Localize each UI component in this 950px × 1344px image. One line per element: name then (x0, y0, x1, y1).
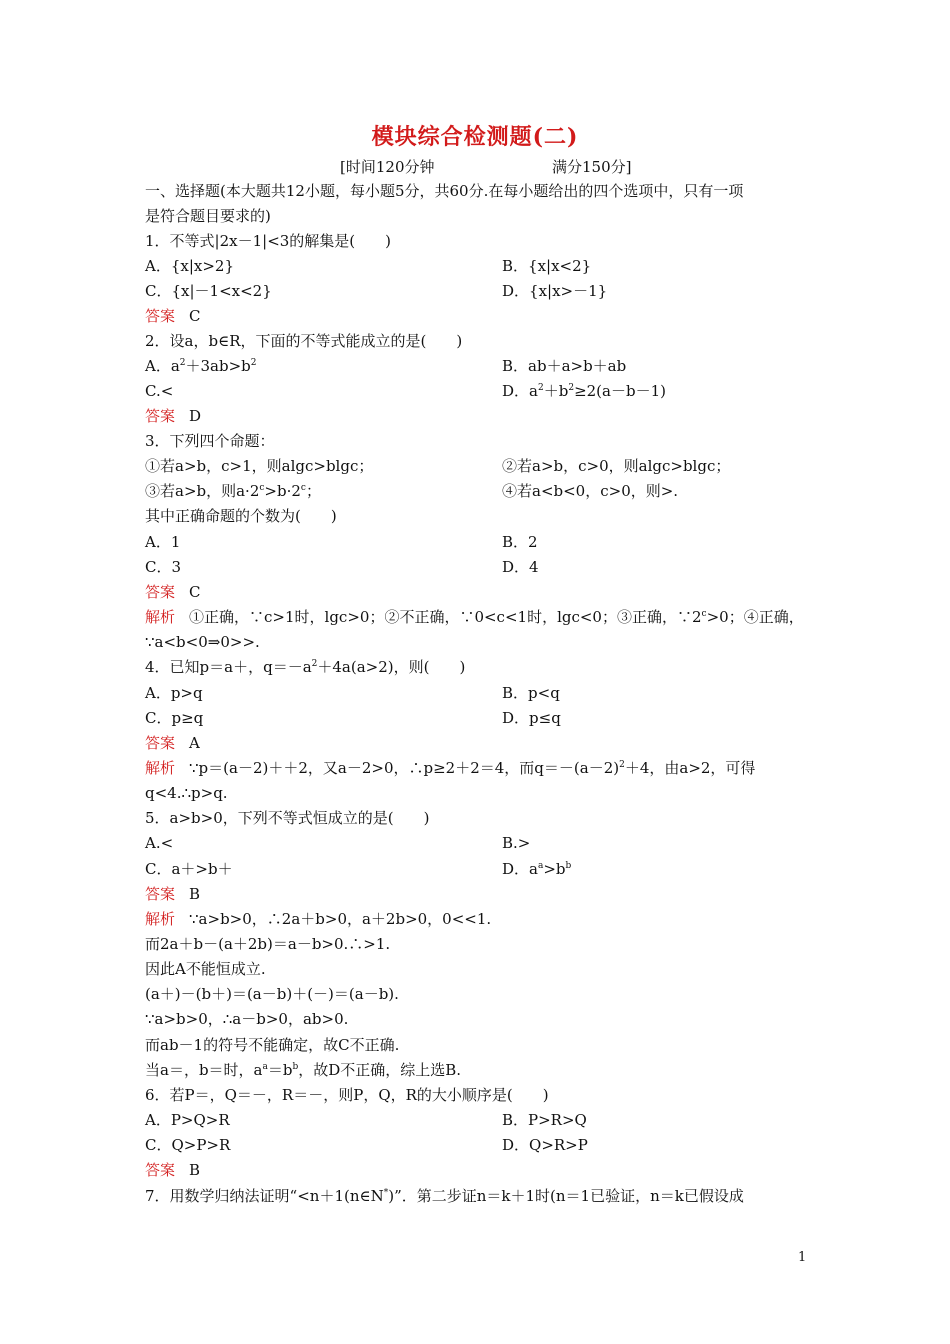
q3-option-b: B．2 (502, 533, 538, 551)
q5-answer (145, 884, 200, 904)
q3-option-a: A．1 (145, 533, 181, 551)
q3-analysis-cont: ∵a<b<0⇒0>>. (145, 633, 260, 651)
text: ＋3ab>b (185, 357, 251, 375)
text: ＋4，由a>2，可得 (624, 759, 756, 777)
q2-option-b: B．ab＋a>b＋ab (502, 357, 627, 375)
text: >b (543, 860, 566, 878)
q3-question: 其中正确命题的个数为( ) (145, 507, 337, 525)
text: ； (305, 482, 321, 500)
text: ≥2(a－b－1) (574, 382, 666, 400)
q3-analysis (145, 607, 804, 627)
q3-answer (145, 582, 201, 602)
q6-option-b: B．P>R>Q (502, 1111, 587, 1129)
q4-answer (145, 733, 200, 753)
time-limit: [时间120分钟 (340, 158, 435, 176)
q5-option-b: B.> (502, 834, 531, 852)
q6-answer (145, 1160, 200, 1180)
q2-option-c: C.< (145, 382, 174, 400)
answer-label: 答案 (145, 885, 176, 903)
answer-value: D (189, 407, 202, 425)
q5-option-d (502, 859, 571, 879)
text: ∵p＝(a－2)＋＋2，又a－2>0，∴p≥2＋2＝4，而q＝－(a－2) (189, 759, 620, 777)
q1-answer (145, 306, 201, 326)
answer-label: 答案 (145, 307, 176, 325)
full-score: 满分150分] (552, 158, 632, 176)
q5-analysis-line: 而ab－1的符号不能确定，故C不正确. (145, 1036, 400, 1054)
q5-option-c: C．a＋>b＋ (145, 860, 233, 878)
superscript: * (383, 1188, 389, 1198)
q1-option-d: D．{x|x>－1} (502, 282, 608, 300)
text: ③若a>b，则a·2 (145, 482, 260, 500)
q5-analysis-line: (a＋)－(b＋)＝(a－b)＋(－)＝(a－b). (145, 985, 399, 1003)
text: ＝b (267, 1061, 293, 1079)
q1-stem: 1．不等式|2x－1|<3的解集是( ) (145, 232, 392, 250)
analysis-label: 解析 (145, 759, 176, 777)
q6-stem: 6．若P＝，Q＝－，R＝－，则P，Q，R的大小顺序是( ) (145, 1086, 549, 1104)
answer-value: C (189, 583, 201, 601)
text: D．a (502, 860, 538, 878)
q1-option-c: C．{x|－1<x<2} (145, 282, 272, 300)
text: ＋4a(a>2)，则( ) (317, 658, 466, 676)
text: 4．已知p＝a＋，q＝－a (145, 658, 312, 676)
q7-stem (145, 1186, 744, 1206)
q5-analysis-line: ∵a>b>0，∴a－b>0，ab>0. (145, 1010, 349, 1028)
q3-proposition-3 (145, 481, 321, 501)
text: ＋b (543, 382, 569, 400)
q5-analysis (145, 909, 491, 929)
superscript: c (259, 483, 265, 493)
answer-value: A (189, 734, 200, 752)
q1-option-a: A．{x|x>2} (145, 257, 235, 275)
superscript: c (701, 609, 707, 619)
superscript: b (292, 1062, 299, 1072)
section-heading: 一、选择题(本大题共12小题，每小题5分，共60分.在每小题给出的四个选项中，只有一项 (145, 182, 744, 200)
q3-proposition-4: ④若a<b<0，c>0，则>. (502, 482, 679, 500)
q4-option-d: D．p≤q (502, 709, 561, 727)
superscript: 2 (179, 358, 186, 368)
q4-stem (145, 657, 465, 677)
q2-answer (145, 406, 201, 426)
q6-option-d: D．Q>R>P (502, 1136, 588, 1154)
text: A．a (145, 357, 180, 375)
superscript: 2 (619, 760, 625, 770)
text: 当a＝，b＝时，a (145, 1061, 263, 1079)
q4-option-c: C．p≥q (145, 709, 204, 727)
page-number: 1 (798, 1250, 807, 1265)
analysis-label: 解析 (145, 910, 176, 928)
q5-analysis-line: 因此A不能恒成立. (145, 960, 266, 978)
text: )”．第二步证n＝k＋1时(n＝1已验证，n＝k已假设成 (388, 1187, 744, 1205)
q3-proposition-1: ①若a>b，c>1，则algc>blgc； (145, 457, 374, 475)
q4-option-a: A．p>q (145, 684, 203, 702)
q1-option-b: B．{x|x<2} (502, 257, 592, 275)
answer-label: 答案 (145, 407, 176, 425)
q6-option-c: C．Q>P>R (145, 1136, 231, 1154)
q5-analysis-line: 而2a＋b－(a＋2b)＝a－b>0.∴>1. (145, 935, 391, 953)
q4-analysis (145, 758, 755, 778)
text: D．a (502, 382, 538, 400)
superscript: b (565, 861, 572, 871)
section-heading-cont: 是符合题目要求的) (145, 207, 271, 225)
q2-option-d (502, 381, 666, 401)
superscript: 2 (311, 659, 318, 669)
q3-stem: 3．下列四个命题： (145, 432, 275, 450)
q3-option-c: C．3 (145, 558, 182, 576)
answer-value: C (189, 307, 201, 325)
superscript: a (262, 1062, 268, 1072)
page-title: 模块综合检测题(二) (371, 124, 579, 150)
q5-analysis-line (145, 1060, 461, 1080)
answer-label: 答案 (145, 583, 176, 601)
q2-option-a (145, 356, 257, 376)
text: >b·2 (264, 482, 301, 500)
text: ∵a>b>0，∴2a＋b>0，a＋2b>0，0<<1. (189, 910, 492, 928)
q3-option-d: D．4 (502, 558, 539, 576)
answer-label: 答案 (145, 1161, 176, 1179)
superscript: 2 (568, 383, 575, 393)
q5-option-a: A.< (145, 834, 174, 852)
q6-option-a: A．P>Q>R (145, 1111, 230, 1129)
superscript: c (300, 483, 306, 493)
superscript: 2 (250, 358, 257, 368)
superscript: 2 (537, 383, 544, 393)
text: ，故D不正确，综上选B. (298, 1061, 462, 1079)
q4-analysis-cont: q<4.∴p>q. (145, 784, 228, 802)
q5-stem: 5．a>b>0，下列不等式恒成立的是( ) (145, 809, 430, 827)
text: 7．用数学归纳法证明“<n＋1(n∈N (145, 1187, 384, 1205)
answer-value: B (189, 885, 201, 903)
superscript: a (537, 861, 544, 871)
text: ①正确，∵c>1时，lgc>0；②不正确，∵0<c<1时，lgc<0；③正确，∵2 (189, 608, 702, 626)
q2-stem: 2．设a，b∈R，下面的不等式能成立的是( ) (145, 332, 463, 350)
q4-option-b: B．p<q (502, 684, 560, 702)
q3-proposition-2: ②若a>b，c>0，则algc>blgc； (502, 457, 731, 475)
answer-value: B (189, 1161, 201, 1179)
analysis-label: 解析 (145, 608, 176, 626)
text: >0；④正确， (706, 608, 804, 626)
answer-label: 答案 (145, 734, 176, 752)
